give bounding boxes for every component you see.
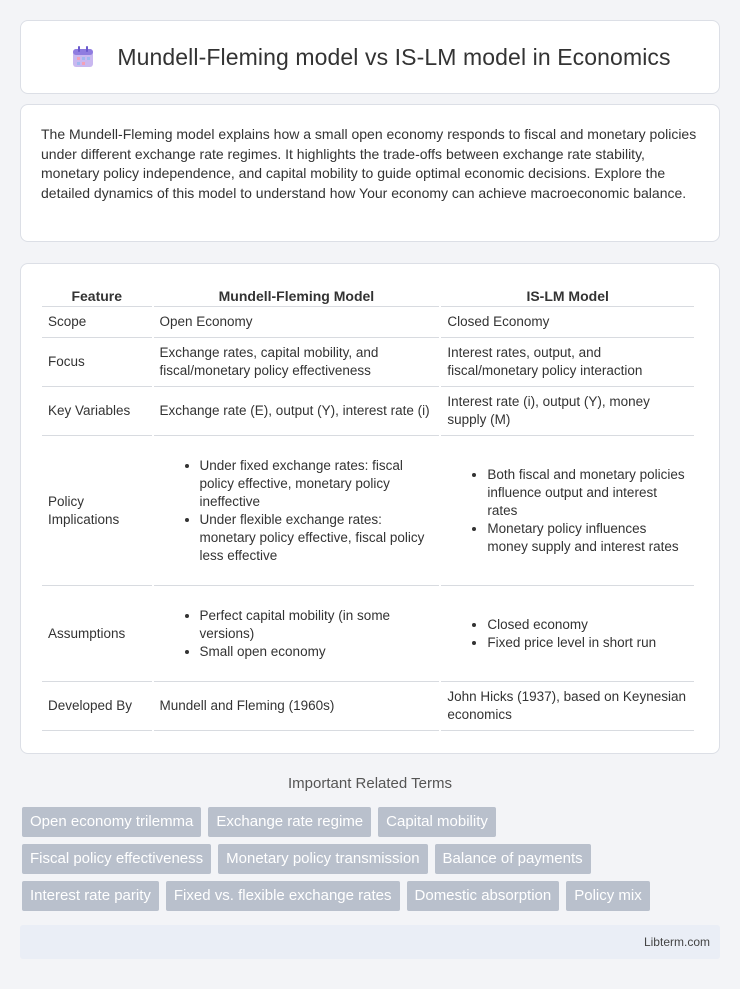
row-islm-value: Closed Economy: [441, 307, 694, 338]
header-feature: Feature: [42, 282, 152, 307]
comparison-table: [40, 282, 696, 731]
table-row: [42, 436, 694, 586]
tag-row: [22, 881, 722, 911]
page-title: Mundell-Fleming model vs IS-LM model in Economics: [117, 43, 671, 70]
tag-interest-rate-parity[interactable]: Interest rate parity: [22, 881, 159, 911]
row-mf-value: [154, 436, 440, 586]
row-feature: Policy Implications: [42, 436, 152, 586]
header-is-lm: IS-LM Model: [441, 282, 694, 307]
row-feature: Focus: [42, 338, 152, 387]
intro-text: The Mundell-Fleming model explains how a small open economy responds to fiscal and monetary policies under different exchange rate regimes. It highlights the trade-offs between exchange rate stability, monetary policy independence, and capital mobility to guide optimal economic decisions. Explore the detailed dynamics of this model to understand how Your economy can achieve macroeconomic balance.: [41, 126, 697, 201]
tag-fiscal-policy-effectiveness[interactable]: Fiscal policy effectiveness: [22, 844, 211, 874]
list-item: • Monetary policy influences money supply and interest rates: [487, 520, 688, 556]
table-row: [42, 338, 694, 387]
tag-policy-mix[interactable]: Policy mix: [566, 881, 650, 911]
row-mf-value: Open Economy: [154, 307, 440, 338]
calendar-icon: [69, 43, 97, 71]
row-islm-value: Interest rate (i), output (Y), money supply (M): [441, 387, 694, 436]
row-mf-value: [154, 586, 440, 682]
tag-monetary-policy-transmission[interactable]: Monetary policy transmission: [218, 844, 427, 874]
row-islm-value: John Hicks (1937), based on Keynesian economics: [441, 682, 694, 731]
list-item: • Both fiscal and monetary policies influence output and interest rates: [487, 466, 688, 520]
tag-domestic-absorption[interactable]: Domestic absorption: [407, 881, 560, 911]
row-islm-value: [441, 436, 694, 586]
footer-link[interactable]: Libterm.com: [643, 935, 710, 949]
row-feature: Developed By: [42, 682, 152, 731]
table-row: [42, 586, 694, 682]
list-item: • Perfect capital mobility (in some versions): [200, 607, 434, 643]
list-item: • Under fixed exchange rates: fiscal policy effective, monetary policy ineffective: [200, 457, 434, 511]
row-mf-value: Exchange rates, capital mobility, and fiscal/monetary policy effectiveness: [154, 338, 440, 387]
intro-card: [20, 104, 720, 242]
row-feature: Scope: [42, 307, 152, 338]
row-mf-value: Exchange rate (E), output (Y), interest rate (i): [154, 387, 440, 436]
list-item: • Fixed price level in short run: [487, 634, 688, 652]
related-terms-heading: Important Related Terms: [288, 775, 452, 792]
list-item: • Small open economy: [200, 643, 434, 661]
tag-row: [22, 807, 722, 837]
table-row: [42, 387, 694, 436]
header-mundell-fleming: Mundell-Fleming Model: [154, 282, 440, 307]
comparison-card: [20, 263, 720, 754]
tag-capital-mobility[interactable]: Capital mobility: [378, 807, 496, 837]
tag-fixed-vs-flexible-exchange-rates[interactable]: Fixed vs. flexible exchange rates: [166, 881, 400, 911]
row-feature: Key Variables: [42, 387, 152, 436]
row-mf-value: Mundell and Fleming (1960s): [154, 682, 440, 731]
row-islm-value: [441, 586, 694, 682]
row-islm-value: Interest rates, output, and fiscal/monetary policy interaction: [441, 338, 694, 387]
tag-row: [22, 844, 722, 874]
list-item: • Closed economy: [487, 616, 688, 634]
bullet-list: [447, 616, 688, 652]
footer: [20, 925, 720, 959]
bullet-list: [160, 457, 434, 565]
row-feature: Assumptions: [42, 586, 152, 682]
table-row: [42, 307, 694, 338]
bullet-list: [447, 466, 688, 556]
tag-exchange-rate-regime[interactable]: Exchange rate regime: [208, 807, 371, 837]
bullet-list: [160, 607, 434, 661]
title-card: [20, 20, 720, 94]
list-item: • Under flexible exchange rates: monetary policy effective, fiscal policy less effective: [200, 511, 434, 565]
tag-balance-of-payments[interactable]: Balance of payments: [435, 844, 591, 874]
table-row: [42, 682, 694, 731]
related-terms-tags: [22, 807, 722, 918]
tag-open-economy-trilemma[interactable]: Open economy trilemma: [22, 807, 201, 837]
